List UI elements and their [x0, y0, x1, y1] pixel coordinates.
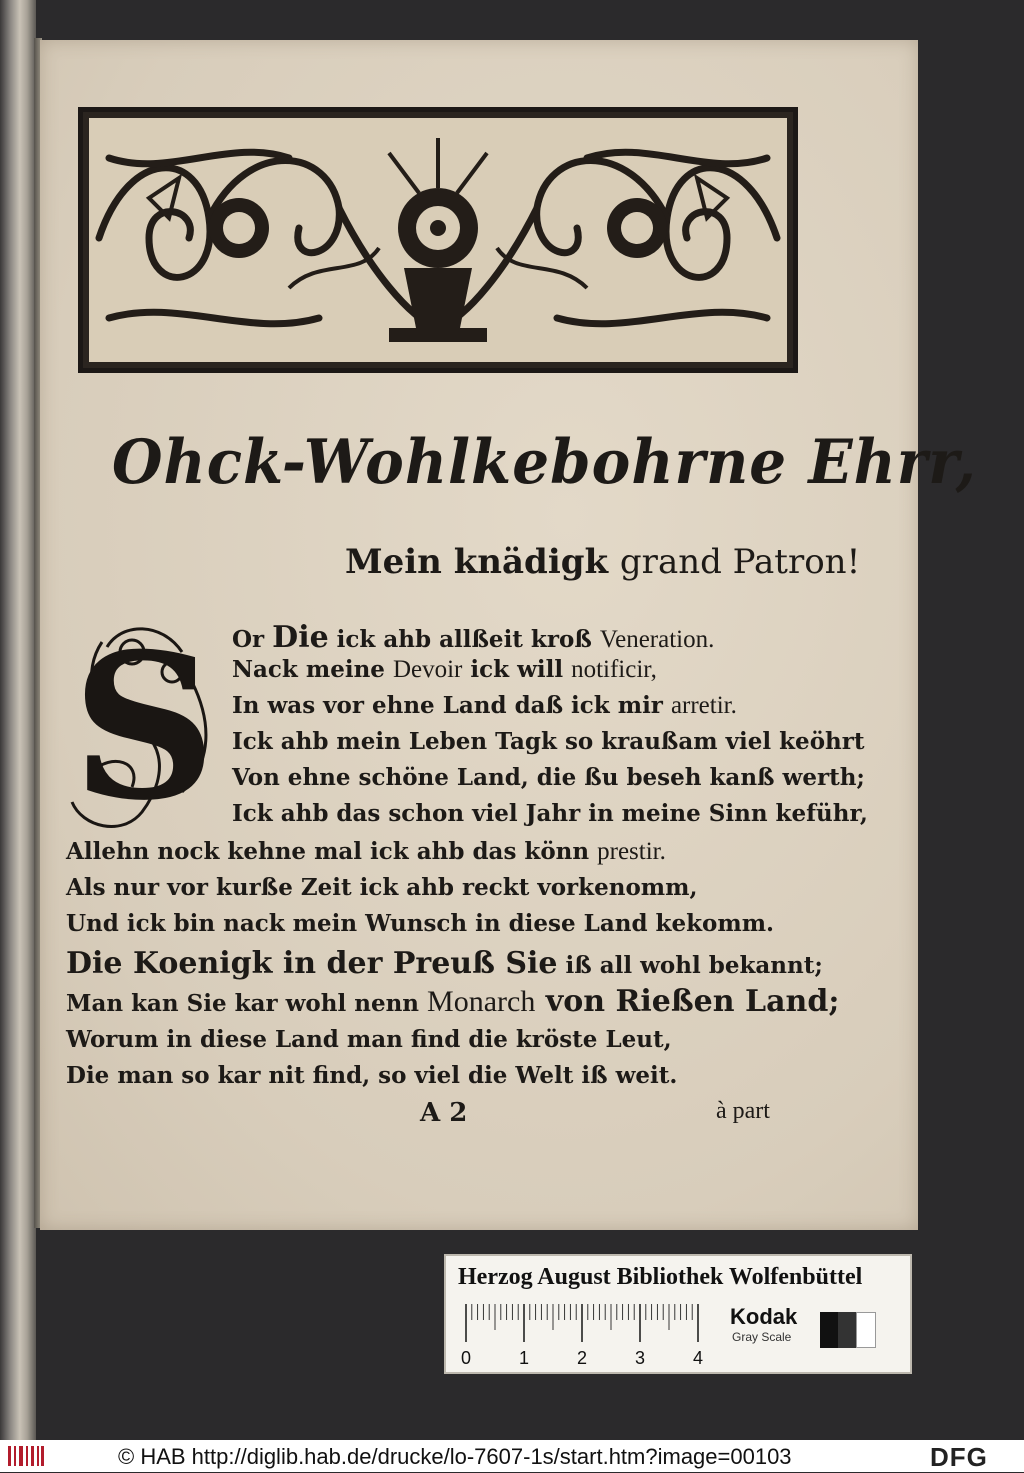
poem-line-segment: Als nur vor kurße Zeit ick ahb reckt vorkenomm, [66, 874, 698, 901]
poem-line [66, 1026, 672, 1053]
poem-line-segment: prestir. [597, 838, 666, 865]
scale-ruler [464, 1304, 704, 1344]
gray-patches [820, 1312, 876, 1348]
poem-line-segment: ick ahb allßeit kroß [328, 626, 600, 653]
poem-line-segment: ick will [462, 656, 572, 683]
card-title: Herzog August Bibliothek Wolfenbüttel [458, 1264, 863, 1290]
barcode-logo-icon [6, 1444, 46, 1468]
poem-line-segment: arretir. [670, 692, 737, 719]
poem-line [232, 764, 865, 791]
poem-line-segment: Die [66, 946, 133, 981]
poem-line-segment: Devoir [392, 656, 463, 683]
signature-mark: A 2 [420, 1098, 468, 1128]
salutation-roman: grand Patron! [619, 542, 861, 582]
poem-line-segment: in der [272, 946, 393, 981]
poem-line-segment: In was vor ehne Land daß ick mir [232, 692, 671, 719]
poem-line [66, 1062, 677, 1089]
color-reference-card [444, 1254, 912, 1374]
poem-line [66, 946, 823, 981]
poem-line [232, 800, 868, 827]
ruler-number: 1 [519, 1348, 530, 1368]
catchword: à part [716, 1098, 770, 1124]
poem-line [66, 984, 839, 1019]
poem-line [232, 656, 657, 684]
ruler-number: 3 [635, 1348, 646, 1368]
poem-line-segment: Preuß [392, 946, 495, 981]
poem-line-segment: Koenigk [132, 946, 273, 981]
poem-line-segment: Veneration. [599, 626, 715, 653]
poem-line-segment: Und ick bin nack mein Wunsch in diese Land kekomm. [66, 910, 775, 937]
ornamental-headpiece [78, 107, 798, 373]
poem-line-segment: Or [232, 626, 273, 653]
poem-line [232, 692, 737, 720]
poem-line [232, 620, 714, 655]
ornament-engraving [89, 118, 787, 362]
card-subtitle: Gray Scale [732, 1330, 792, 1344]
poem-line-segment: Die man so kar nit find, so viel die Welt iß weit. [66, 1062, 678, 1089]
decorated-initial-s [62, 612, 222, 842]
poem-line [66, 874, 697, 901]
poem-line-segment: Die [272, 620, 329, 655]
ruler-number: 2 [577, 1348, 588, 1368]
poem-line-segment: von Rießen Land; [535, 984, 840, 1019]
page-heading: Ohck-Wohlkebohrne Ehrr, [112, 426, 977, 498]
poem-line-segment: Worum in diese Land man find die kröste Leut, [66, 1026, 672, 1053]
poem-line-segment: Von ehne schöne Land, die ßu beseh kanß werth; [232, 764, 865, 791]
poem-line-segment: Nack meine [232, 656, 393, 683]
salutation [345, 542, 860, 582]
poem-line-segment: iß all wohl bekannt; [557, 952, 823, 979]
poem-line [66, 838, 666, 866]
salutation-fraktur: Mein knädigk [345, 542, 609, 582]
dfg-logo: DFG [930, 1442, 988, 1472]
ruler-number: 0 [461, 1348, 472, 1368]
ruler-number: 4 [693, 1348, 704, 1368]
poem-line-segment: Allehn nock kehne mal ick ahb das könn [66, 838, 598, 865]
footer-bar [0, 1440, 1024, 1472]
poem-line-segment: Ick ahb mein Leben Tagk so kraußam viel keöhrt [232, 728, 865, 755]
left-page-edge [0, 0, 36, 1440]
poem-line [66, 910, 774, 937]
poem-line-segment: Man kan Sie kar wohl nenn [66, 990, 428, 1017]
poem-line-segment: Ick ahb das schon viel Jahr in meine Sinn keführ, [232, 800, 868, 827]
dropcap-letter: S [71, 612, 217, 842]
poem-line-segment: Monarch [427, 985, 536, 1018]
poem-line [232, 728, 865, 755]
poem-line-segment: Sie [494, 946, 558, 981]
footer-link[interactable]: © HAB http://diglib.hab.de/drucke/lo-7607-1s/start.htm?image=00103 [118, 1444, 792, 1469]
kodak-logo: Kodak [730, 1304, 798, 1329]
poem-line-segment: notificir, [571, 656, 657, 683]
